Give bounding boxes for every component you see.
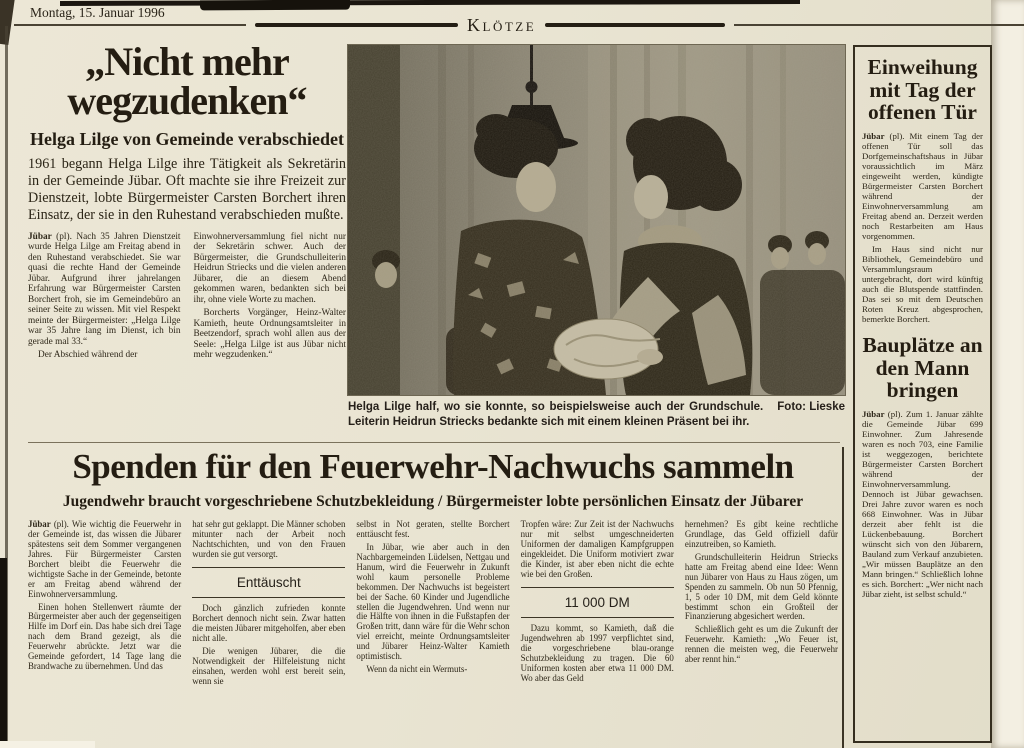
photo-caption [348,400,845,430]
paragraph [28,232,181,348]
masthead-rule-thick-right [545,23,725,27]
paragraph: Einwohnerversammlung fiel nicht nur der Sekretärin schwer. Auch der Bürgermeister, die Grundschulleiterin Heidrun Striecks und die vielen anderen Jübarer, die an diesem Abend gekommen waren, bedankten sich bei ihr, ohne viele Worte zu machen. [193,231,346,305]
paragraph: Wenn da nicht ein Wermuts- [366,664,468,675]
paragraph: selbst in Not geraten, stellte Borchert enttäuscht fest. [356,519,510,539]
paragraph-text: (pl). Zum 1. Januar zählte die Gemeinde Jübar 699 Einwohner. Zum Jahresende waren es noch 703, eine Familie ist weggezogen, berichtete Bürgermeister Carsten Borchert während der Einwohnerversammlung. Dennoch ist Jübar gewachsen. Drei Jahre zuvor waren es noch 668 Einwohner. Was in Jübar derzeit aber fehlt ist die Lückenbebauung. Borchert wünscht sich von den Jübarern, Bauland zum Verkauf anzubieten. „Wir müssen Bauplätze an den Mann bringen.“ Schließlich lohne es sich. Borchert: „Wer nicht nach Jübar zieht, ist selbst schuld.“ [862,408,983,599]
fire-headline: Spenden für den Feuerwehr-Nachwuchs sammeln [72,447,794,486]
paragraph: Im Haus sind nicht nur Bibliothek, Gemeindebüro und Versammlungsraum untergebracht, dort wird künftig auch die Blutspende stattfinden. Das sei so mit dem Deutschen Roten Kreuz abgesprochen, bemerkte Borchert. [862,243,983,324]
fire-column-1 [28,520,181,740]
scan-artifact-bottom-sliver [0,741,95,748]
paragraph: Einen hohen Stellenwert räumte der Bürgermeister aber auch der gegenseitigen Hilfe im Dorf ein. Das habe sich drei Tage nach dem Brand gezeigt, als die Feuerwehr abrückte. Jetzt war die Gemeinde gefordert, 14 Tage lang die Brandwache zu übernehmen. Und das [28,601,182,672]
masthead-title: Klötze [467,15,537,35]
fire-column-4 [521,520,674,740]
paragraph: Der Abschied während der [38,350,138,360]
inauguration-body [862,131,983,324]
paragraph: In Jübar, wie aber auch in den Nachbargemeinden Lüdelsen, Nettgau und Hanum, wird die Feuerwehr in Zukunft wohl kaum personelle Probleme bekommen. Der Nachwuchs ist begeistert bei der Sache. 60 Kinder und Jugendliche stellen die Jugendwehren. Und wenn nur die Hälfte von ihnen in die Fußstapfen der Großen tritt, dann wäre für die Wehr schon viel erreicht, meinte Ordnungsamtsleiter und Jübarer Heinz-Walter Kamieth optimistisch. [356,541,510,662]
retirement-lead: 1961 begann Helga Lilge ihre Tätigkeit als Sekretärin in der Gemeinde Jübar. Oft machte sie ihre Freizeit zur Dienstzeit, lobte Bürgermeister Carsten Borchert ihren Einsatz, der sie in den Ruhestand verabschieden mußte. [28,156,346,224]
article-retirement [28,38,346,430]
fire-column-5 [685,520,838,740]
article-fire-brigade [28,447,838,740]
photo-credit: Foto: Lieske [777,401,845,413]
dateline: Jübar [862,130,885,141]
photo-caption-text: Helga Lilge half, wo sie konnte, so beispielsweise auch der Grundschule. Leiterin Heidrun Striecks bedankte sich mit einem kleinen Präsent bei ihr. [348,401,764,428]
retirement-columns [28,232,346,430]
paragraph: hat sehr gut geklappt. Die Männer schoben mitunter nach der Arbeit noch Nachtschichten, und von den Frauen wurden sie gut versorgt. [192,519,346,559]
dateline: Jübar [28,231,52,242]
page-fold-edge [991,0,1024,748]
paragraph [28,520,181,600]
crosshead-11000-dm: 11 000 DM [521,587,674,618]
photo-grain-overlay [348,45,845,395]
paragraph-text: (pl). Mit einem Tag der offenen Tür soll das Dorfgemeinschaftshaus in Jübar voraussichtlich im März eingeweiht werden, kündigte Bürgermeister Carsten Borchert während der Einwohnerversammlung am Freitag abend an. Derzeit werden noch Restarbeiten am Haus vorgenommen. [862,130,983,241]
paragraph: Tropfen wäre: Zur Zeit ist der Nachwuchs nur mit selbst umgeschneiderten Uniformen der damaligen Kampfgruppen eingekleidet. Die Uniform motiviert zwar die Kinder, ist aber eben nicht die echte wie bei den Großen. [520,519,674,579]
issue-date: Montag, 15. Januar 1996 [30,5,165,20]
masthead-rule-thick-left [255,23,458,27]
fire-subhead: Jugendwehr braucht vorgeschriebene Schutzbekleidung / Bürgermeister lobte persönlichen Einsatz der Jübarer [62,492,804,510]
fire-column-2 [192,520,345,740]
scan-artifact-left-edge-dark [0,558,7,748]
dateline: Jübar [28,519,51,529]
paragraph: Grundschulleiterin Heidrun Striecks hatte am Freitag abend eine Idee: Wenn nun Jübarer von Haus zu Haus zögen, um Spenden zu sammeln. Ob nun 50 Pfennig, 1, 5 oder 10 DM, mit dem Geld könnte bestimmt schon ein Großteil der Finanzierung abgesichert werden. [684,551,838,622]
retirement-column-2 [194,232,347,430]
paragraph: Schließlich geht es um die Zukunft der Feuerwehr. Kamieth: „Wo Feuer ist, rennen die meisten weg, die Feuerwehr aber rennt hin.“ [684,624,838,665]
building-headline: Bauplätze an den Mann bringen [862,332,983,403]
paragraph: Borcherts Vorgänger, Heinz-Walter Kamieth, heute Ordnungsamtsleiter in Beetzendorf, sprach wohl allen aus der Seele: „Helga Lilge ist aus Jübar nicht mehr wegzudenken.“ [193,308,346,360]
paragraph: hernehmen? Es gibt keine rechtliche Grundlage, das Geld offiziell dafür einzutreiben, so Kamieth. [684,519,838,549]
masthead-row [14,15,1024,35]
paragraph: Doch gänzlich zufrieden konnte Borchert dennoch nicht sein. Zwar hatten die meisten Jübarer mitgeholfen, aber eben nicht alle. [192,602,346,643]
retirement-headline: „Nicht mehr wegzudenken“ [67,39,307,124]
fire-column-3 [356,520,509,740]
article-photo [348,45,845,395]
article-inauguration [862,56,983,324]
retirement-subhead: Helga Lilge von Gemeinde verabschiedet [30,129,344,150]
masthead-rule-thin-right [734,24,1024,26]
masthead-rule-thin-left [14,24,246,26]
crosshead-enttaeuscht: Enttäuscht [192,567,345,598]
scan-artifact-top-bar [60,0,800,6]
right-column-box [853,45,992,743]
paragraph: Dazu kommt, so Kamieth, daß die Jugendwehren ab 1997 verpflichtet sind, die vorgeschriebene blau-orange Schutzbekleidung zu tragen. Die 60 Uniformen kosten aber etwa 11 000 DM. Wo aber das Geld [520,622,674,683]
fire-columns [28,520,838,740]
paragraph: Die wenigen Jübarer, die die Notwendigkeit der Hilfeleistung nicht einsahen, werden wohl erst bereit sein, wenn sie [192,645,346,686]
article-building-plots [862,334,983,599]
retirement-column-1 [28,232,181,430]
building-body [862,409,983,599]
column-divider-rule [842,447,844,748]
dateline: Jübar [862,408,885,419]
paragraph-text: (pl). Nach 35 Jahren Dienstzeit wurde Helga Lilge am Freitag abend in den Ruhestand verabschiedet. Sie war quasi die rechte Hand der Gemeinde Jübar. Aufgrund ihrer jahrelangen Erfahrung war Bürgermeister Carsten Borchert froh, sie im Gemeindebüro an seiner Seite zu wissen. Mit viel Respekt meinte der Bürgermeister: „Helga Lilge war 35 Jahre lang im Dienst, ich bin gerade mal 33.“ [28,231,181,347]
paragraph-text: (pl). Wie wichtig die Feuerwehr in der Gemeinde ist, das wissen die Jübarer spätestens seit dem Sommer vergangenen Jahres. Für Bürgermeister Carsten Borchert bleibt die Feuerwehr die wichtigste Sache in der Gemeinde, betonte er am Freitag abend während der Einwohnerversammlung. [28,519,182,599]
section-divider-rule [28,442,840,443]
paragraph [862,409,983,599]
paragraph [862,131,983,241]
scan-artifact-top-blob [200,0,350,10]
inauguration-headline: Einweihung mit Tag der offenen Tür [867,55,978,125]
